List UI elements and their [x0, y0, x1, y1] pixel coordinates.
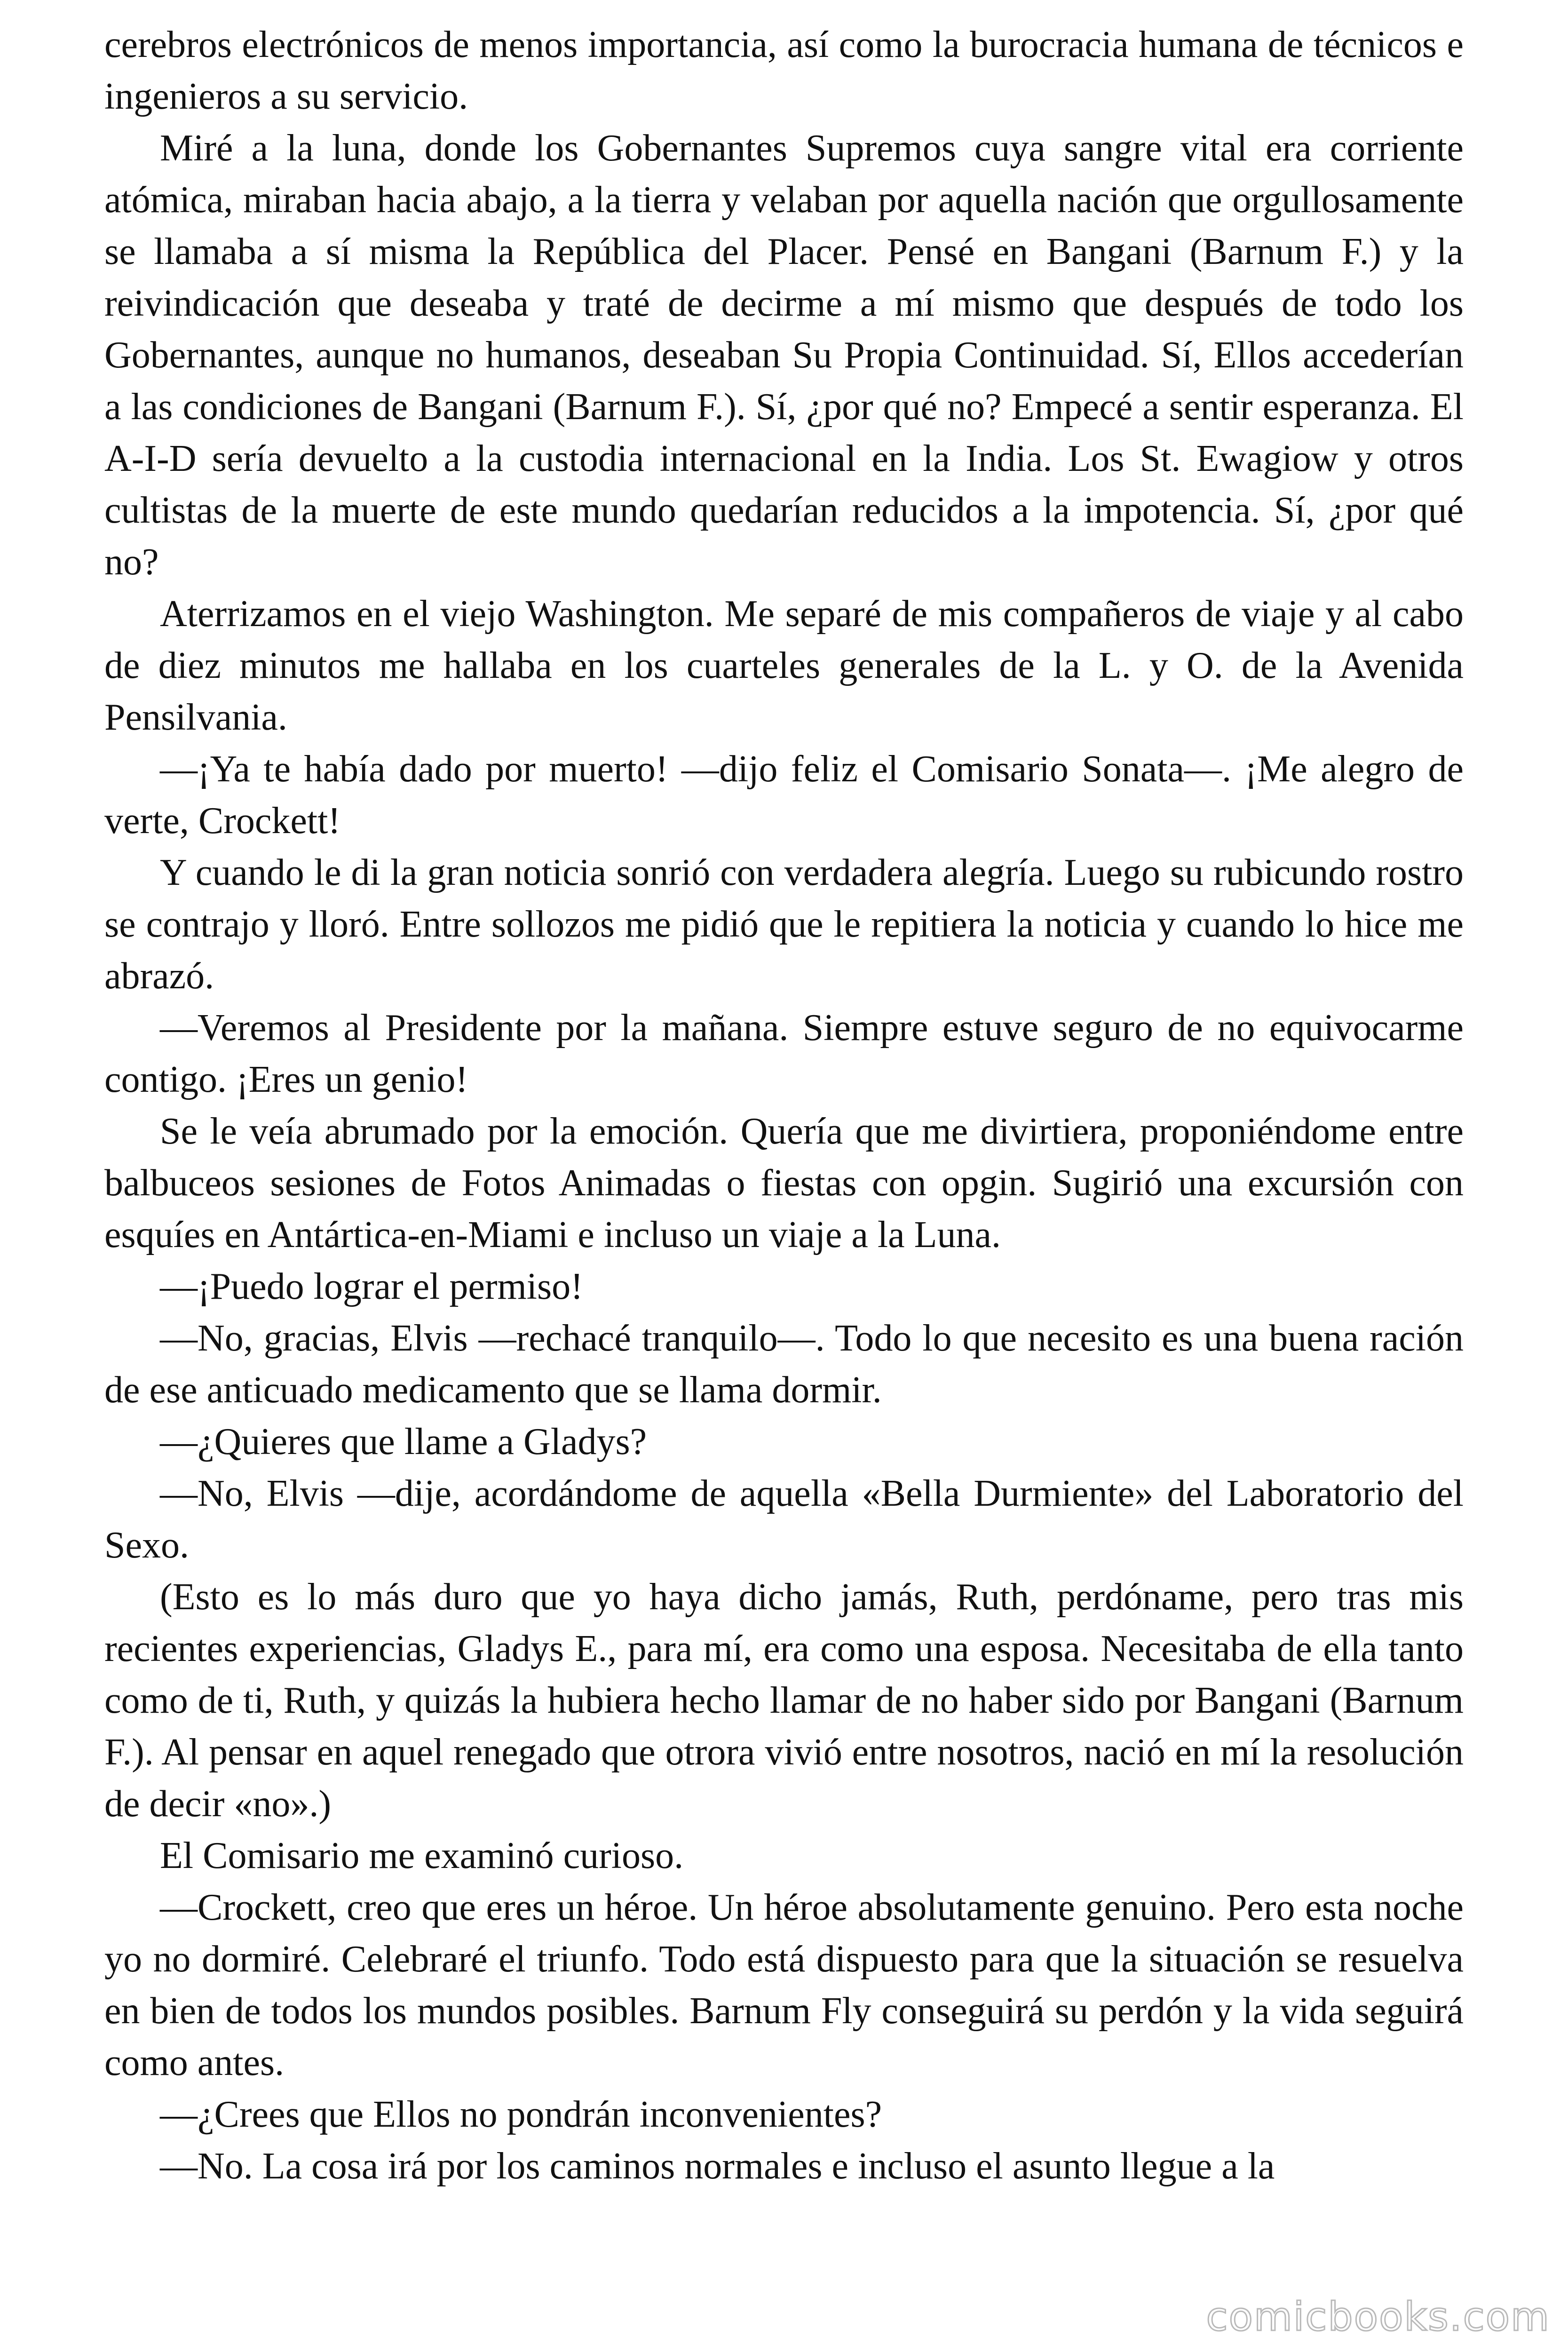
paragraph-3: Aterrizamos en el viejo Washington. Me separé de mis compañeros de viaje y al cabo de diez minutos me hallaba en los cuarteles generales de la L. y O. de la Avenida Pensilvania.: [104, 593, 1464, 738]
paragraph-12: (Esto es lo más duro que yo haya dicho jamás, Ruth, perdóname, pero tras mis recientes experiencias, Gladys E., para mí, era como una esposa. Necesitaba de ella tanto como de ti, Ruth, y quizás la hubiera hecho llamar de no haber sido por Bangani (Barnum F.). Al pensar en aquel renegado que otrora vivió entre nosotros, nació en mí la resolución de decir «no».): [104, 1576, 1464, 1825]
paragraph-6: —Veremos al Presidente por la mañana. Siempre estuve seguro de no equivocarme contigo. ¡Eres un genio!: [104, 1007, 1464, 1100]
paragraph-8: —¡Puedo lograr el permiso!: [160, 1266, 583, 1307]
paragraph-7: Se le veía abrumado por la emoción. Quería que me divirtiera, proponiéndome entre balbuceos sesiones de Fotos Animadas o fiestas con opgin. Sugirió una excursión con esquíes en Antártica-en-Miami e incluso un viaje a la Luna.: [104, 1111, 1464, 1255]
page-body: [104, 19, 1464, 2192]
paragraph-5: Y cuando le di la gran noticia sonrió con verdadera alegría. Luego su rubicundo rostro se contrajo y lloró. Entre sollozos me pidió que le repitiera la noticia y cuando lo hice me abrazó.: [104, 852, 1464, 997]
paragraph-16: —No. La cosa irá por los caminos normales e incluso el asunto llegue a la: [160, 2145, 1275, 2187]
paragraph-15: —¿Crees que Ellos no pondrán inconvenientes?: [160, 2094, 882, 2135]
paragraph-1: cerebros electrónicos de menos importancia, así como la burocracia humana de técnicos e ingenieros a su servicio.: [104, 24, 1464, 117]
paragraph-11: —No, Elvis —dije, acordándome de aquella «Bella Durmiente» del Laboratorio del Sexo.: [104, 1473, 1464, 1566]
watermark: comicbooks.com: [1206, 2294, 1550, 2340]
paragraph-14: —Crockett, creo que eres un héroe. Un héroe absolutamente genuino. Pero esta noche yo no dormiré. Celebraré el triunfo. Todo está dispuesto para que la situación se resuelva en bien de todos los mundos posibles. Barnum Fly conseguirá su perdón y la vida seguirá como antes.: [104, 1887, 1464, 2083]
paragraph-4: —¡Ya te había dado por muerto! —dijo feliz el Comisario Sonata—. ¡Me alegro de verte, Crockett!: [104, 748, 1464, 842]
paragraph-2: Miré a la luna, donde los Gobernantes Supremos cuya sangre vital era corriente atómica, miraban hacia abajo, a la tierra y velaban por aquella nación que orgullosamente se llamaba a sí misma la República del Placer. Pensé en Bangani (Barnum F.) y la reivindicación que deseaba y traté de decirme a mí mismo que después de todo los Gobernantes, aunque no humanos, deseaban Su Propia Continuidad. Sí, Ellos accederían a las condiciones de Bangani (Barnum F.). Sí, ¿por qué no? Empecé a sentir esperanza. El A-I-D sería devuelto a la custodia internacional en la India. Los St. Ewagiow y otros cultistas de la muerte de este mundo quedarían reducidos a la impotencia. Sí, ¿por qué no?: [104, 127, 1464, 583]
paragraph-9: —No, gracias, Elvis —rechacé tranquilo—. Todo lo que necesito es una buena ración de ese anticuado medicamento que se llama dormir.: [104, 1318, 1464, 1411]
paragraph-13: El Comisario me examinó curioso.: [160, 1835, 684, 1876]
paragraph-10: —¿Quieres que llame a Gladys?: [160, 1421, 647, 1462]
